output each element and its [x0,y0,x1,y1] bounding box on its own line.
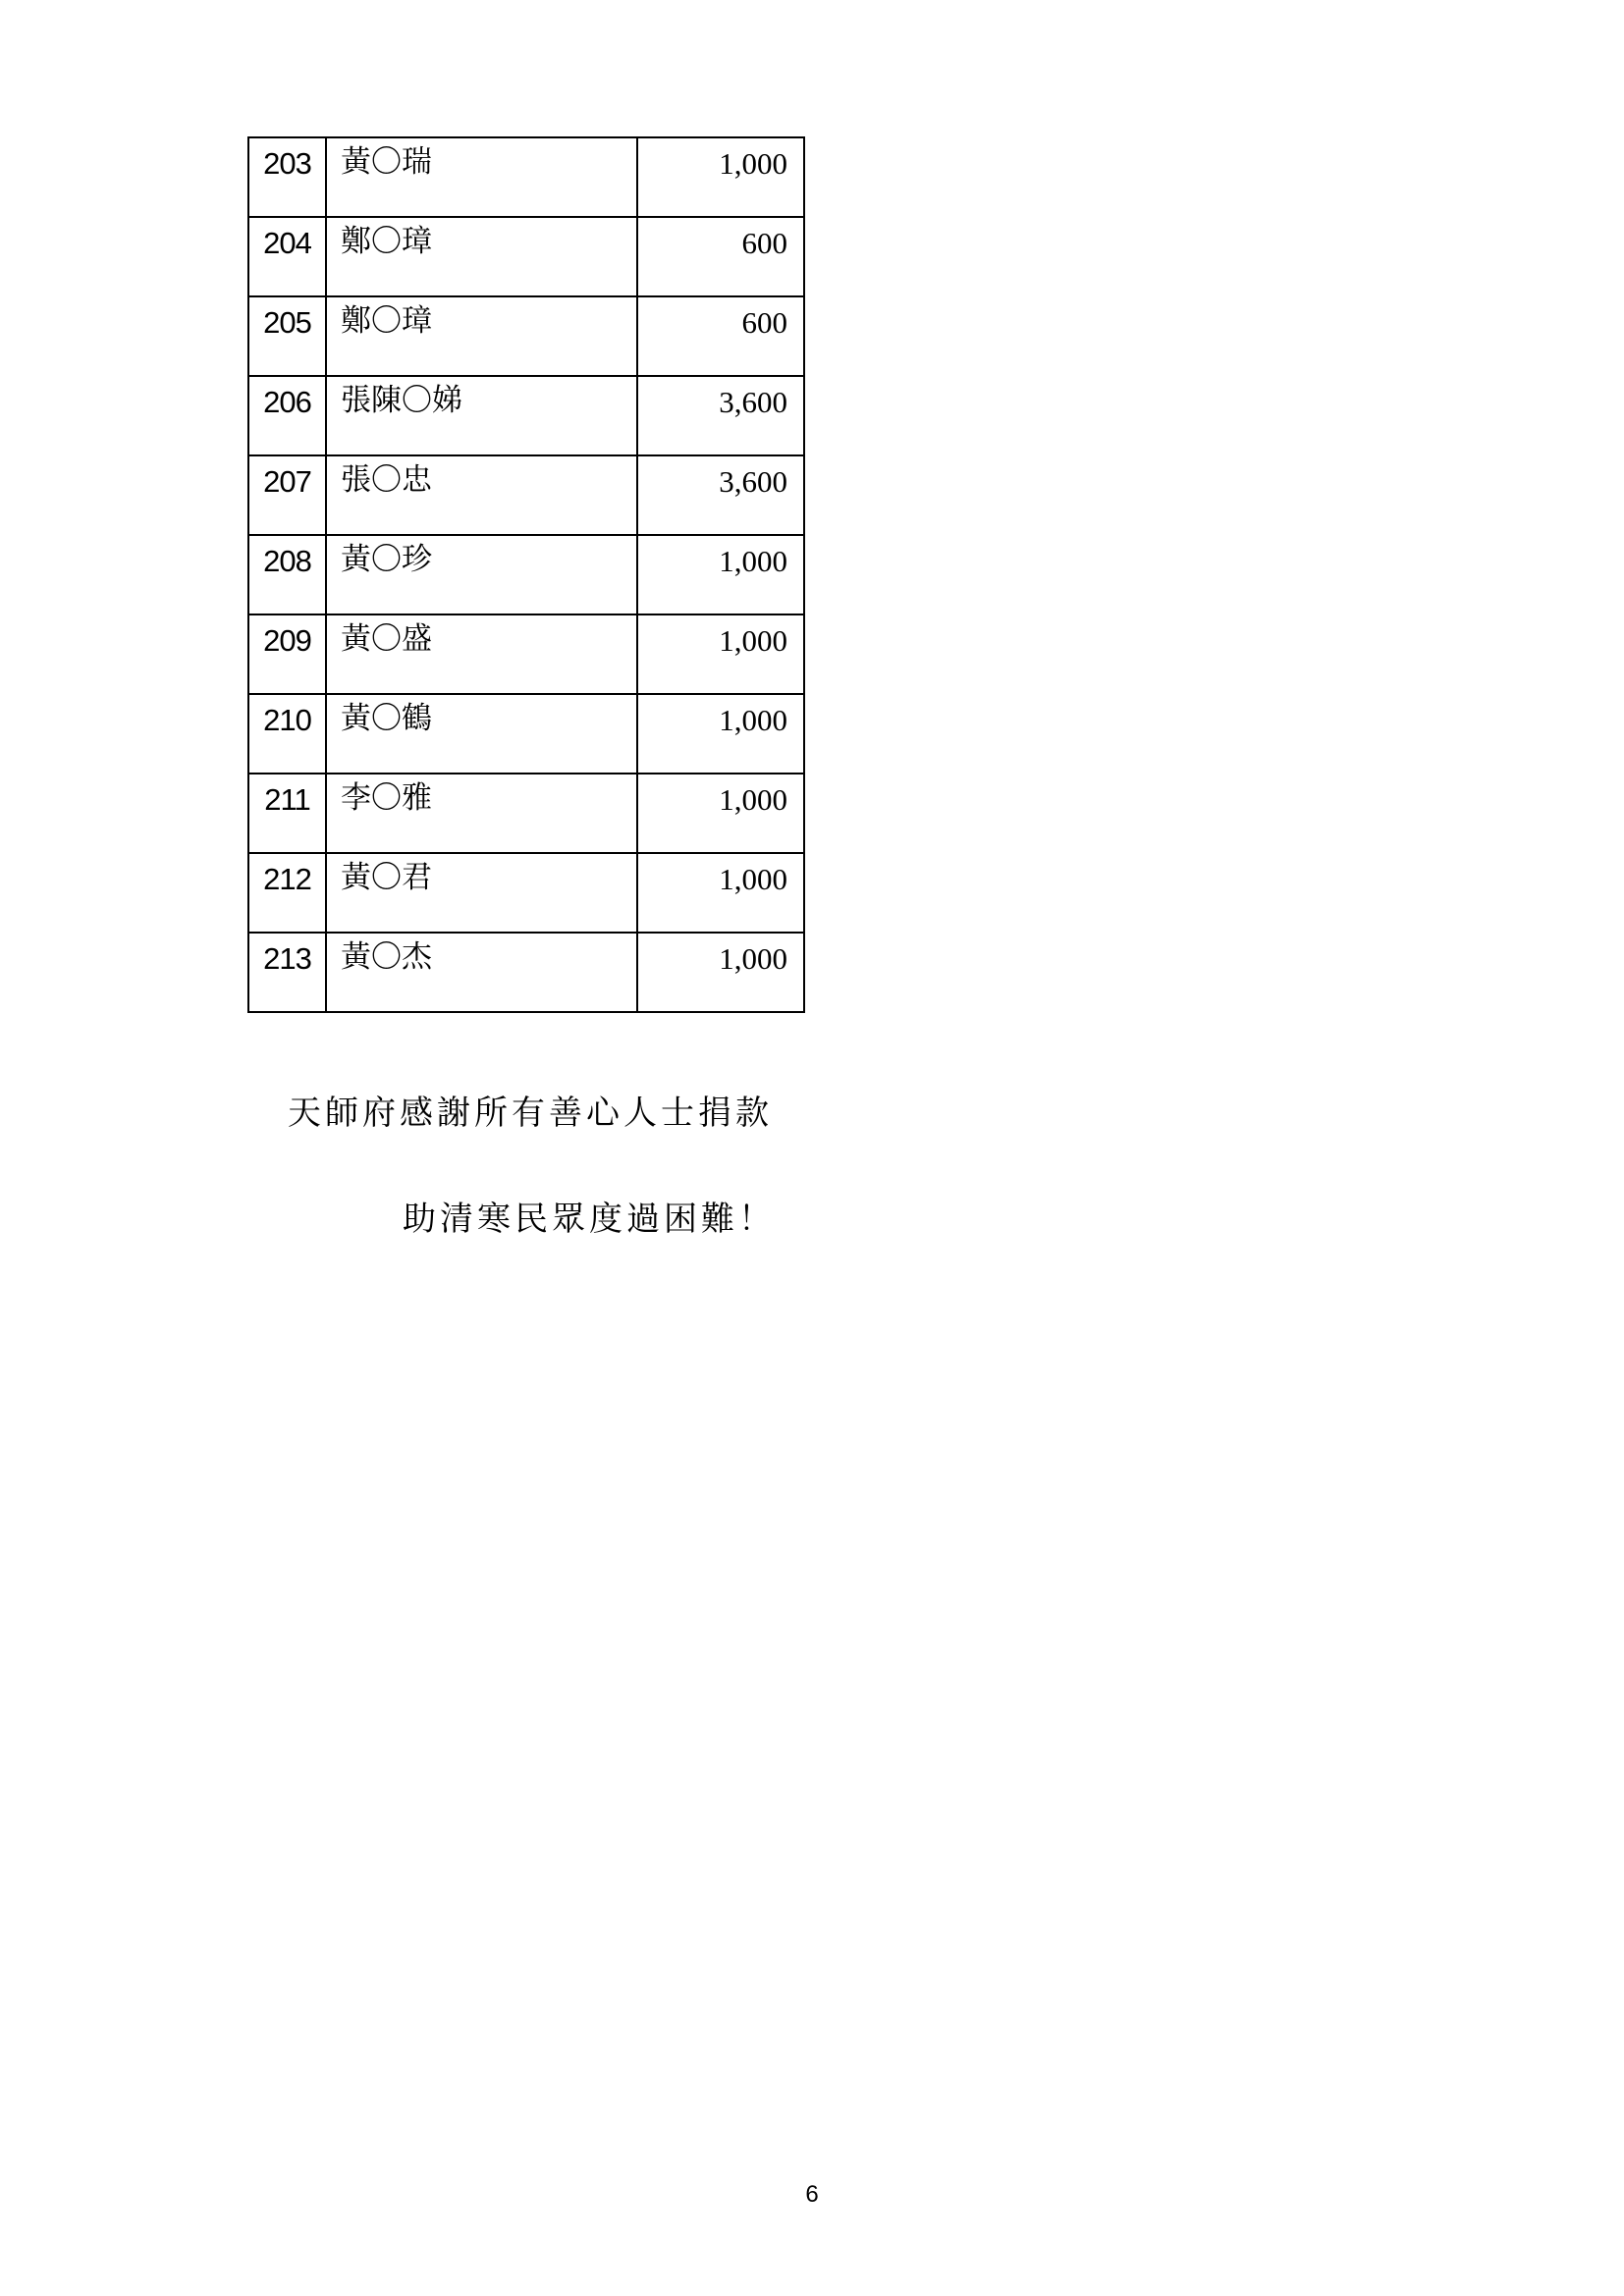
table-row [248,614,804,694]
donor-number: 203 [248,137,326,217]
donation-amount: 3,600 [637,455,804,535]
donation-amount: 3,600 [637,376,804,455]
donation-table-body [248,137,804,1012]
table-row [248,853,804,933]
donor-name: 黃〇杰 [326,933,637,1012]
page-number: 6 [805,2181,819,2208]
table-row [248,137,804,217]
donor-number: 212 [248,853,326,933]
donation-amount: 600 [637,217,804,296]
donor-number: 208 [248,535,326,614]
donation-amount: 1,000 [637,774,804,853]
donation-amount: 1,000 [637,137,804,217]
donor-name: 黃〇君 [326,853,637,933]
donation-amount: 600 [637,296,804,376]
table-row [248,455,804,535]
donor-number: 213 [248,933,326,1012]
donation-amount: 1,000 [637,853,804,933]
donor-name: 黃〇瑞 [326,137,637,217]
donor-name: 鄭〇璋 [326,296,637,376]
table-row [248,217,804,296]
table-row [248,296,804,376]
donor-number: 206 [248,376,326,455]
donation-table [247,136,805,1013]
donation-amount: 1,000 [637,694,804,774]
table-row [248,535,804,614]
donor-name: 黃〇盛 [326,614,637,694]
donor-number: 211 [248,774,326,853]
table-row [248,933,804,1012]
table-row [248,376,804,455]
donor-name: 張陳〇娣 [326,376,637,455]
thanks-message-line-1: 天師府感謝所有善心人士捐款 [288,1094,773,1133]
donor-number: 205 [248,296,326,376]
donor-number: 210 [248,694,326,774]
donation-amount: 1,000 [637,933,804,1012]
table-row [248,774,804,853]
donor-number: 204 [248,217,326,296]
donor-number: 207 [248,455,326,535]
donor-number: 209 [248,614,326,694]
donor-name: 李〇雅 [326,774,637,853]
thanks-message-line-2: 助清寒民眾度過困難！ [403,1200,776,1239]
donation-amount: 1,000 [637,535,804,614]
table-row [248,694,804,774]
donor-name: 張〇忠 [326,455,637,535]
donor-name: 黃〇珍 [326,535,637,614]
donor-name: 黃〇鶴 [326,694,637,774]
donation-amount: 1,000 [637,614,804,694]
donor-name: 鄭〇璋 [326,217,637,296]
